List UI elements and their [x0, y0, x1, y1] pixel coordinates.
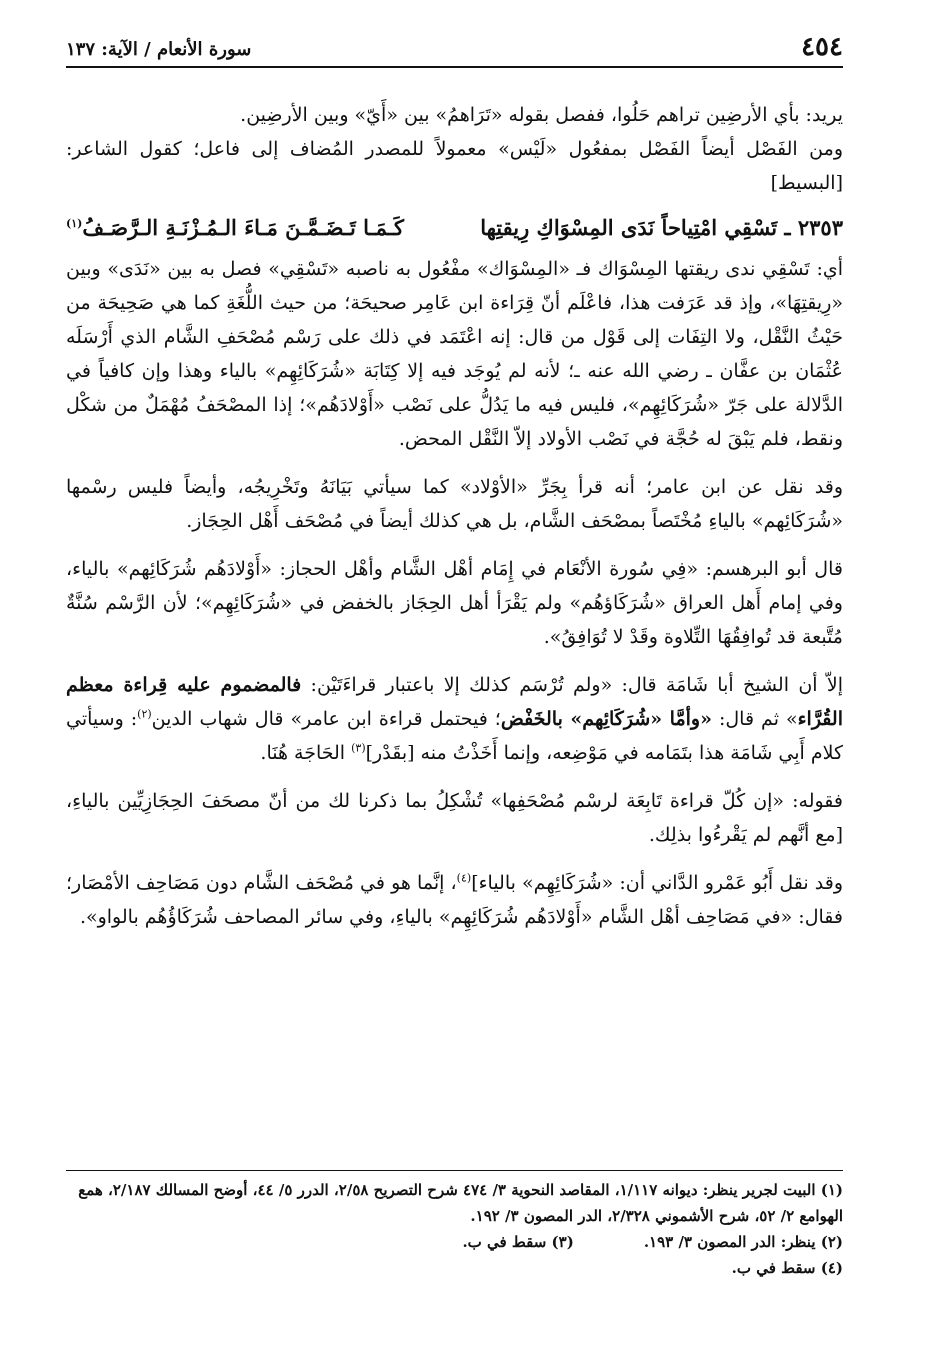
- paragraph: وقد نقل أَبُو عَمْرو الدَّاني أن: «شُرَكَائِهِم» بالياء]$^{(٤)}$، إنَّما هو في مُصْحَف الشَّام دون مَصَاحِف الأمْصَار؛ فقال: «في مَصَاحِف أهْل الشَّام «أَوْلادَهُم شُرَكَائِهِم» بالياءِ، وفي سائر المصاحف شُرَكَاؤُهُم بالواو».: [66, 871, 843, 928]
- footnote-ref: (٣): [351, 741, 366, 755]
- paragraph: فقوله: «إن كُلّ قراءة تَابِعَة لرسْم مُصْحَفِها» تُشْكِلُ بما ذكرنا لك من أنّ مصحَفَ الحِجَازِيِّين بالياءِ، [مع أنَّهم لم يَقْرءُوا بذلِك.: [66, 790, 843, 846]
- page-header: [66, 28, 843, 68]
- paragraph: يريد: بأي الأرضِين تراهم حَلُوا، ففصل بقوله «تَرَاهمُ» بين «أَيّ» وبين الأرضِين.: [240, 104, 843, 126]
- verse-second-hemistich: كَـمَـا تَـضَـمَّـنَ مَـاءَ الـمُـزْنَـةِ الـرَّصَـفُ$^{(١)}$: [66, 215, 404, 240]
- main-text: [66, 98, 843, 934]
- footnote: (٤) سقط في ب.: [731, 1259, 843, 1277]
- footnote-ref: (٤): [456, 871, 472, 885]
- paragraph: إلاّ أن الشيخ أبا شَامَة قال: «ولم تُرْسَم كذلك إلا باعتبار قراءَتَيْن: فالمضموم عليه قِراءة معظم القُرَّاء» ثم قال: «وأمَّا «شُرَكَائِهم» بالخَفْض؛ فيحتمل قراءة ابن عامر» قال شهاب الدين$^{(٢)}$: وسيأتي كلام أَبِي شَامَة هذا بتَمَامه في مَوْضِعه، وإنما أَخَذْتُ منه [بقَدْر]$^{(٣)}$ الحَاجَة هُنَا.: [66, 674, 843, 764]
- footnotes: [66, 1170, 843, 1281]
- footnote: (٣) سقط في ب.: [462, 1233, 574, 1251]
- verse-first-hemistich: ٢٣٥٣ ـ تَسْقِي امْتِياحاً نَدَى المِسْوَاكِ رِيقتِها: [480, 215, 843, 240]
- poetry-verse: [66, 210, 843, 246]
- bold-quote: فالمضموم عليه قِراءة معظم القُرَّاء: [66, 674, 843, 730]
- footnote-ref: (١): [66, 217, 83, 230]
- paragraph: وقد نقل عن ابن عامر؛ أنه قرأ بِجَرِّ «الأوْلاد» كما سيأتي بَيَانَهُ وتَخْرِيجُه، وأيضاً فليس رسْمها «شُرَكَائِهم» بالياءِ مُخْتَصاً بمصْحَف الشَّام، بل هي كذلك أيضاً في مُصْحَف أَهْل الحِجَاز.: [66, 476, 843, 532]
- paragraph: أي: تَسْقِي ندى ريقتها المِسْوَاك فـ «المِسْوَاك» مفْعُول به ناصبه «تَسْقِي» فصل به بين «نَدَى» وبين «رِيقتِهَا»، وإذ قد عَرَفت هذا، فاعْلَم أنّ قِرَاءة ابن عَامِر صحيحَة؛ من حيث اللُّغَةِ كما هي صَحِيحَة من حَيْثُ النَّقْل، ولا التِفَات إلى قَوْل من قال: إنه اعْتَمَد في ذلك على رَسْم مُصْحَفِ الشَّام الذي أَرْسَلَه عُثْمَان بن عفَّان ـ رضي الله عنه ـ؛ لأنه لم يُوجَد فيه إلا كِتَابَة «شُرَكَائِهِم» بالياء وهذا وإن كافياً في الدَّلالة على جَرّ «شُرَكَائِهِم»، فليس فيه ما يَدُلُّ على نَصْب «أَوْلادَهُم»؛ إذا المصْحَفُ مُهْمَلٌ من شكْل ونقط، فلم يَبْقَ له حُجَّة في نَصْب الأولاد إلاّ النَّقْل المحض.: [66, 258, 843, 450]
- surah-title: سورة الأنعام / الآية: ١٣٧: [66, 39, 252, 60]
- page-number: ٤٥٤: [801, 32, 843, 62]
- bold-quote: «وأمَّا «شُرَكَائِهم» بالخَفْض: [500, 708, 712, 730]
- footnote: (١) البيت لجرير ينظر: ديوانه ١/١١٧، المقاصد النحوية ٣/ ٤٧٤ شرح التصريح ٢/٥٨، الدرر ٥/ ٤٤، أوضح المسالك ٢/١٨٧، همع الهوامع ٢/ ٥٢، شرح الأشموني ٢/٣٢٨، الدر المصون ٣/ ١٩٢.: [78, 1181, 843, 1225]
- footnote-row: [66, 1229, 843, 1255]
- paragraph: ومن الفَصْل أيضاً الفَصْل بمفعُول «لَيْس» معمولاً للمصدر المُضاف إلى فاعل؛ كقول الشاعر: [البسيط]: [66, 138, 843, 194]
- footnote-ref: (٢): [137, 707, 152, 721]
- footnote: (٢) ينظر: الدر المصون ٣/ ١٩٣.: [643, 1233, 843, 1251]
- paragraph: قال أبو البرهسم: «فِي سُورة الأنْعَام في إِمَام أهْل الشَّام وأهْل الحجاز: «أَوْلادَهُم شُرَكَائِهم» بالياء، وفي إمام أَهل العراق «شُرَكَاؤهُم» ولم يَقْرَأ أهل الحِجَاز بالخفض في «شُرَكَائِهِم»؛ لأن الرَّسْم سُنَّةٌ مُتَّبعة قد تُوافِقُهَا التِّلاوة وقَدْ لا تُوَافِقُ».: [66, 558, 843, 648]
